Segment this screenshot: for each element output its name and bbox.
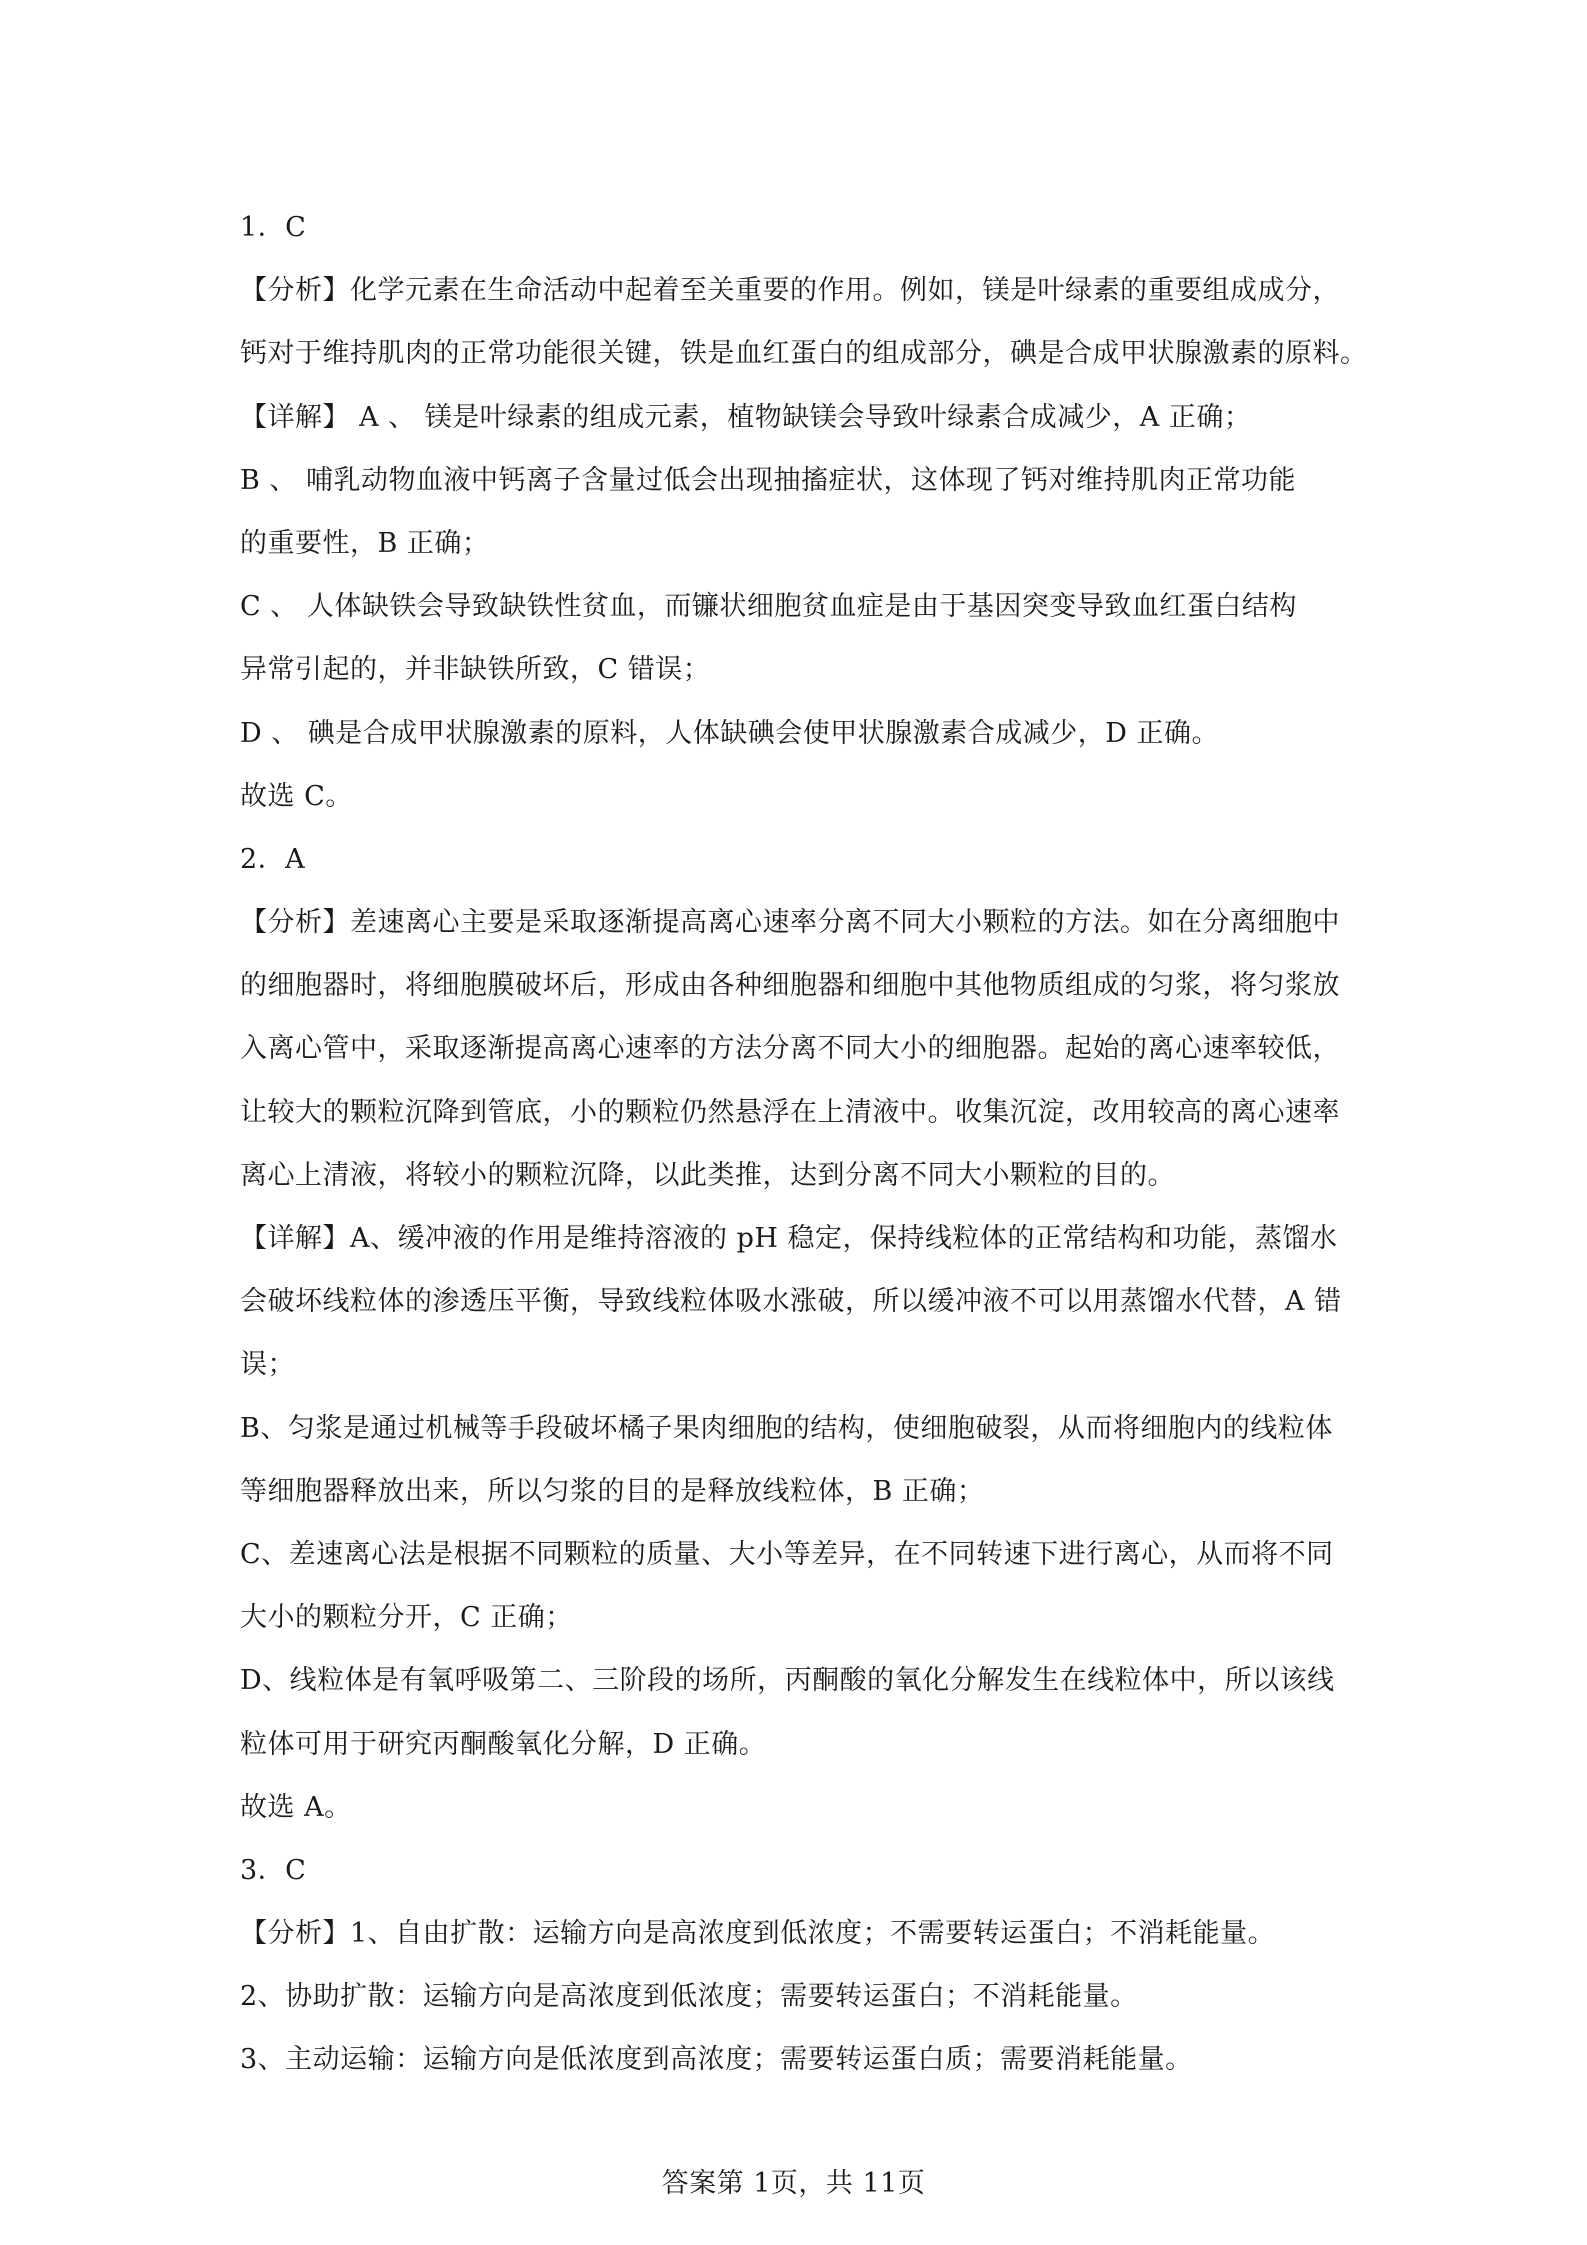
text-line: 等细胞器释放出来，所以匀浆的目的是释放线粒体，B 正确； [240,1475,985,1507]
text-line: 会破坏线粒体的渗透压平衡，导致线粒体吸水涨破，所以缓冲液不可以用蒸馏水代替，A 错 [240,1286,1342,1318]
page-footer: 答案第 1页，共 11页 [661,2168,926,2199]
text-line: C 、 人体缺铁会导致缺铁性贫血，而镰状细胞贫血症是由于基因突变导致血红蛋白结构 [240,591,1297,623]
text-line: D、线粒体是有氧呼吸第二、三阶段的场所，丙酮酸的氧化分解发生在线粒体中，所以该线 [240,1665,1335,1697]
text-line: 大小的颗粒分开，C 正确； [240,1602,573,1634]
text-line: 异常引起的，并非缺铁所致，C 错误； [240,654,711,686]
text-line: 故选 C。 [240,780,353,812]
text-line: 误； [240,1349,295,1381]
text-line: B 、 哺乳动物血液中钙离子含量过低会出现抽搐症状，这体现了钙对维持肌肉正常功能 [240,464,1297,496]
text-line: 离心上清液，将较小的颗粒沉降，以此类推，达到分离不同大小颗粒的目的。 [240,1159,1175,1191]
text-line: C、差速离心法是根据不同颗粒的质量、大小等差异，在不同转速下进行离心，从而将不同 [240,1538,1334,1570]
text-line: 【分析】差速离心主要是采取逐渐提高离心速率分离不同大小颗粒的方法。如在分离细胞中 [240,907,1340,939]
text-line: B、匀浆是通过机械等手段破坏橘子果肉细胞的结构，使细胞破裂，从而将细胞内的线粒体 [240,1412,1333,1444]
text-line: 的重要性，B 正确； [240,527,490,559]
text-line: 粒体可用于研究丙酮酸氧化分解，D 正确。 [240,1728,767,1760]
text-line: D 、 碘是合成甲状腺激素的原料，人体缺碘会使甲状腺激素合成减少，D 正确。 [240,717,1220,749]
text-line: 3．C [240,1854,307,1886]
text-line: 2、协助扩散：运输方向是高浓度到低浓度；需要转运蛋白；不消耗能量。 [240,1981,1138,2013]
text-line: 【分析】1、自由扩散：运输方向是高浓度到低浓度；不需要转运蛋白；不消耗能量。 [240,1918,1276,1950]
answer-text [240,196,1368,2092]
text-line: 【详解】 A 、 镁是叶绿素的组成元素，植物缺镁会导致叶绿素合成减少，A 正确； [240,401,1252,433]
text-line: 入离心管中，采取逐渐提高离心速率的方法分离不同大小的细胞器。起始的离心速率较低， [240,1033,1340,1065]
text-line: 2．A [240,843,306,875]
text-line: 3、主动运输：运输方向是低浓度到高浓度；需要转运蛋白质；需要消耗能量。 [240,2044,1193,2076]
text-line: 的细胞器时，将细胞膜破坏后，形成由各种细胞器和细胞中其他物质组成的匀浆，将匀浆放 [240,970,1340,1002]
text-line: 【详解】A、缓冲液的作用是维持溶液的 pH 稳定，保持线粒体的正常结构和功能，蒸馏水 [240,1223,1338,1254]
text-line: 故选 A。 [240,1791,352,1823]
text-line: 让较大的颗粒沉降到管底，小的颗粒仍然悬浮在上清液中。收集沉淀，改用较高的离心速率 [240,1096,1340,1128]
text-line: 【分析】化学元素在生命活动中起着至关重要的作用。例如，镁是叶绿素的重要组成成分， [240,275,1340,307]
text-line: 1．C [240,212,307,243]
text-line: 钙对于维持肌肉的正常功能很关键，铁是血红蛋白的组成部分，碘是合成甲状腺激素的原料。 [240,338,1368,370]
